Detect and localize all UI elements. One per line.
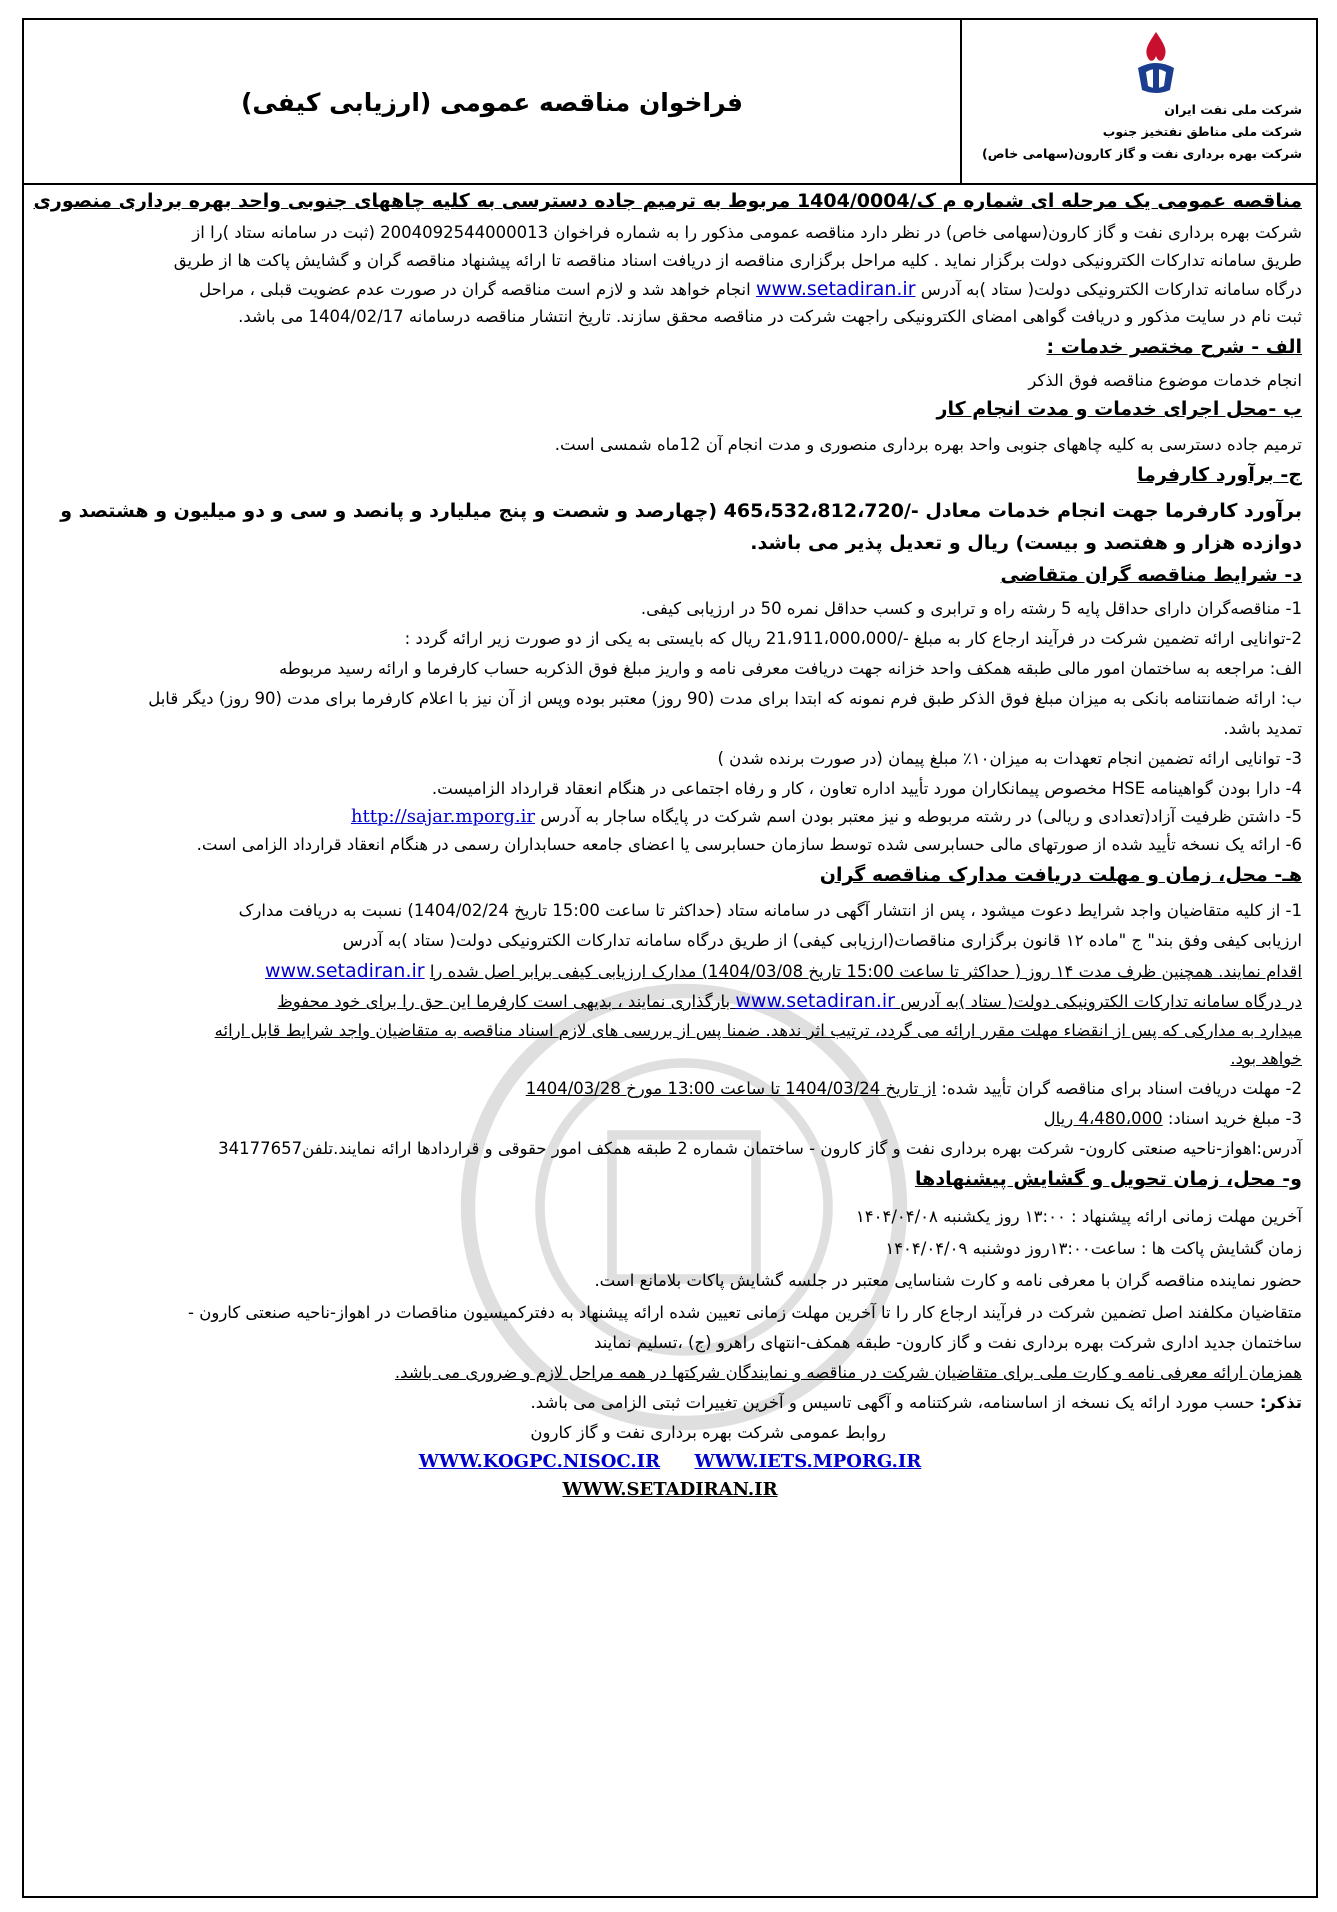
setadiran-footer-link[interactable]: WWW.SETADIRAN.IR	[562, 1479, 778, 1500]
section-e-heading: هـ- محل، زمان و مهلت دریافت مدارک مناقصه گران	[819, 864, 1302, 886]
tender-notice	[22, 18, 1318, 1898]
note-text: حسب مورد ارائه یک نسخه از اساسنامه، شرکتنامه و آگهی تاسیس و آخرین تغییرات ثبتی الزامی می باشد.	[530, 1393, 1255, 1412]
intro-line-3a: درگاه سامانه تدارکات الکترونیکی دولت( ستاد )به آدرس	[920, 280, 1302, 299]
section-e-item-1-line-3-text: اقدام نمایند. همچنین ظرف مدت ۱۴ روز ( حداکثر تا ساعت 15:00 تاریخ 1404/03/08) مدارک ارزیابی کیفی برابر اصل شده را	[429, 962, 1302, 981]
section-d-item-5-text: 5- داشتن ظرفیت آزاد(تعدادی و ریالی) در رشته مربوطه و نیز معتبر بودن اسم شرکت در پایگاه ساجار به آدرس	[540, 807, 1302, 826]
note-label: تذکر:	[1259, 1393, 1302, 1412]
nioc-logo-icon	[1126, 28, 1186, 98]
section-d-item-2b-line-1: ب: ارائه ضمانتنامه بانکی به میزان مبلغ فوق الذکر طبق فرم نمونه که ابتدا برای مدت (90 روز) معتبر بوده وپس از آن نیز با اعلام کارفرما برای مدت (90 روز) دیگر قابل	[148, 689, 1302, 708]
intro-line-4: ثبت نام در سایت مذکور و دریافت گواهی امضای الکترونیکی راجهت شرکت در مناقصه محقق سازند. تاریخ انتشار مناقصه درسامانه 1404/02/17 می باشد.	[238, 307, 1302, 326]
section-d-item-2b-line-2: تمدید باشد.	[1223, 719, 1302, 738]
section-e-item-1-line-3	[265, 959, 1302, 984]
section-e-item-1-line-5: میدارد به مدارکی که پس از انقضاء مهلت مقرر ارائه می گردد، ترتیب اثر ندهد. ضمنا پس از بررسی های لازم اسناد مناقصه به متقاضیان واجد شرایط قابل ارائه	[214, 1021, 1302, 1040]
notice-title: فراخوان مناقصه عمومی (ارزیابی کیفی)	[240, 88, 744, 117]
section-d-item-4: 4- دارا بودن گواهینامه HSE مخصوص پیمانکاران مورد تأیید اداره تعاون ، کار و رفاه اجتماعی در هنگام انعقاد قرارداد الزامیست.	[431, 779, 1302, 798]
intro-line-3b: انجام خواهد شد و لازم است مناقصه گران در صورت عدم عضویت قبلی ، مراحل	[199, 280, 751, 299]
tender-title: مناقصه عمومی یک مرحله ای شماره م ک/1404/0004 مربوط به ترمیم جاده دسترسی به کلیه چاههای جنوبی واحد بهره برداری منصوری	[33, 190, 1302, 212]
notice-header	[24, 20, 1316, 185]
intro-line-1: شرکت بهره برداری نفت و گاز کارون(سهامی خاص) در نظر دارد مناقصه عمومی مذکور را به شماره فراخوان 2004092544000013 (ثبت در سامانه ستاد )را از	[192, 223, 1302, 242]
section-a-text: انجام خدمات موضوع مناقصه فوق الذکر	[1028, 371, 1302, 390]
section-e-item-1-line-4a: در درگاه سامانه تدارکات الکترونیکی دولت( ستاد )به آدرس	[900, 992, 1302, 1011]
setadiran-link-3[interactable]: www.setadiran.ir	[735, 990, 895, 1012]
section-f-heading: و- محل، زمان تحویل و گشایش پیشنهادها	[915, 1168, 1302, 1190]
section-e-item-1-line-4	[278, 989, 1303, 1014]
notice-body	[24, 187, 1316, 1898]
setadiran-link-2[interactable]: www.setadiran.ir	[265, 960, 425, 982]
setadiran-link[interactable]: www.setadiran.ir	[755, 278, 916, 300]
note	[530, 1391, 1302, 1415]
section-d-item-6: 6- ارائه یک نسخه تأیید شده از صورتهای مالی حسابرسی شده توسط سازمان حسابرسی یا اعضای جامعه حسابداران رسمی در هنگام انعقاد قرارداد الزامی است.	[196, 835, 1302, 854]
section-c-line-1: برآورد کارفرما جهت انجام خدمات معادل -/465،532،812،720 (چهارصد و شصت و پنج میلیارد و پانصد و سی و دو میلیون و هشتصد و	[60, 500, 1302, 522]
kogpc-link[interactable]: WWW.KOGPC.NISOC.IR	[418, 1451, 661, 1472]
footer-links	[24, 1451, 1316, 1472]
section-f-line-2: زمان گشایش پاکت ها : ساعت۱۳:۰۰روز دوشنبه ۱۴۰۴/۰۴/۰۹	[885, 1239, 1302, 1258]
section-e-item-1-line-2: ارزیابی کیفی وفق بند" ج "ماده ۱۲ قانون برگزاری مناقصات(ارزیابی کیفی) از طریق درگاه سامانه تدارکات الکترونیکی دولت( ستاد )به آدرس	[342, 931, 1302, 950]
section-d-item-5	[351, 805, 1302, 829]
section-f-line-4: متقاضیان مکلفند اصل تضمین شرکت در فرآیند ارجاع کار را تا آخرین مهلت زمانی تعیین شده ارائه پیشنهاد به دفترکمیسیون مناقصات در اهواز-ناحیه صنعتی کارون -	[188, 1303, 1302, 1322]
signature: روابط عمومی شرکت بهره برداری نفت و گاز کارون	[530, 1423, 886, 1442]
section-e-item-1-line-4b: بارگذاری نمایند ، بدیهی است کارفرما این حق را برای خود محفوظ	[277, 992, 731, 1011]
section-f-line-5: ساختمان جدید اداری شرکت بهره برداری نفت و گاز کارون- طبقه همکف-انتهای راهرو (ج) ،تسلیم نمایند	[594, 1333, 1302, 1352]
company-block	[962, 20, 1316, 185]
section-b-text: ترمیم جاده دسترسی به کلیه چاههای جنوبی واحد بهره برداری منصوری و مدت انجام آن 12ماه شمسی است.	[554, 435, 1302, 454]
section-e-item-3-amount: 4،480،000 ریال	[1043, 1109, 1163, 1128]
section-f-line-6: همزمان ارائه معرفی نامه و کارت ملی برای متقاضیان شرکت در مناقصه و نمایندگان شرکتها در همه مراحل لازم و ضروری می باشد.	[394, 1363, 1302, 1382]
section-e-item-1-line-1: 1- از کلیه متقاضیان واجد شرایط دعوت میشود ، پس از انتشار آگهی در سامانه ستاد (حداکثر تا ساعت 15:00 تاریخ 1404/02/24) نسبت به دریافت مدارک	[238, 901, 1302, 920]
intro-line-2: طریق سامانه تدارکات الکترونیکی دولت برگزار نماید . کلیه مراحل برگزاری مناقصه از دریافت اسناد مناقصه تا ارائه پیشنهاد مناقصه گران و گشایش پاکت ها از طریق	[173, 251, 1302, 270]
company-name-2: شرکت ملی مناطق نفتخیز جنوب	[1102, 124, 1302, 139]
section-e-item-2-dates: از تاریخ 1404/03/24 تا ساعت 13:00 مورخ 1404/03/28	[525, 1079, 937, 1098]
section-d-item-1: 1- مناقصه‌گران دارای حداقل پایه 5 رشته راه و ترابری و کسب حداقل نمره 50 در ارزیابی کیفی.	[640, 599, 1302, 618]
section-e-item-1-line-6: خواهد بود.	[1230, 1049, 1302, 1068]
sajar-link[interactable]: http://sajar.mporg.ir	[350, 806, 536, 827]
section-e-item-2-label: 2- مهلت دریافت اسناد برای مناقصه گران تأیید شده:	[941, 1079, 1302, 1098]
section-e-item-2	[526, 1077, 1302, 1101]
section-f-line-1: آخرین مهلت زمانی ارائه پیشنهاد : ۱۳:۰۰ روز یکشنبه ۱۴۰۴/۰۴/۰۸	[855, 1207, 1302, 1226]
section-e-item-3-label: 3- مبلغ خرید اسناد:	[1167, 1109, 1302, 1128]
company-name-1: شرکت ملی نفت ایران	[1164, 102, 1302, 117]
section-d-heading: د- شرایط مناقصه گران متقاضی	[1000, 564, 1302, 586]
section-f-line-3: حضور نماینده مناقصه گران با معرفی نامه و کارت شناسایی معتبر در جلسه گشایش پاکات بلامانع است.	[594, 1271, 1302, 1290]
intro-line-3	[199, 277, 1302, 302]
section-d-item-2a: الف: مراجعه به ساختمان امور مالی طبقه همکف واحد خزانه جهت دریافت معرفی نامه و واریز مبلغ فوق الذکربه حساب کارفرما و ارائه رسید مربوطه	[278, 659, 1302, 678]
section-b-heading: ب -محل اجرای خدمات و مدت انجام کار	[936, 398, 1302, 420]
section-a-heading: الف - شرح مختصر خدمات :	[1046, 336, 1302, 358]
section-e-item-3	[1044, 1107, 1302, 1131]
section-c-line-2: دوازده هزار و هفتصد و بیست) ریال و تعدیل پذیر می باشد.	[750, 532, 1302, 554]
section-d-item-2: 2-توانایی ارائه تضمین شرکت در فرآیند ارجاع کار به مبلغ -/21،911،000،000 ریال که بایستی به یکی از دو صورت زیر ارائه گردد :	[404, 629, 1302, 648]
section-d-item-3: 3- توانایی ارائه تضمین انجام تعهدات به میزان۱۰٪ مبلغ پیمان (در صورت برنده شدن )	[717, 749, 1302, 768]
section-e-address: آدرس:اهواز-ناحیه صنعتی کارون- شرکت بهره برداری نفت و گاز کارون - ساختمان شماره 2 طبقه همکف امور حقوقی و قراردادها ارائه نمایند.تلفن34177657	[218, 1139, 1302, 1158]
company-name-3: شرکت بهره برداری نفت و گاز کارون(سهامی خاص)	[982, 146, 1302, 161]
footer-link-row-2	[24, 1479, 1316, 1500]
section-c-heading: ج- برآورد کارفرما	[1136, 464, 1302, 486]
iets-link[interactable]: WWW.IETS.MPORG.IR	[694, 1451, 922, 1472]
